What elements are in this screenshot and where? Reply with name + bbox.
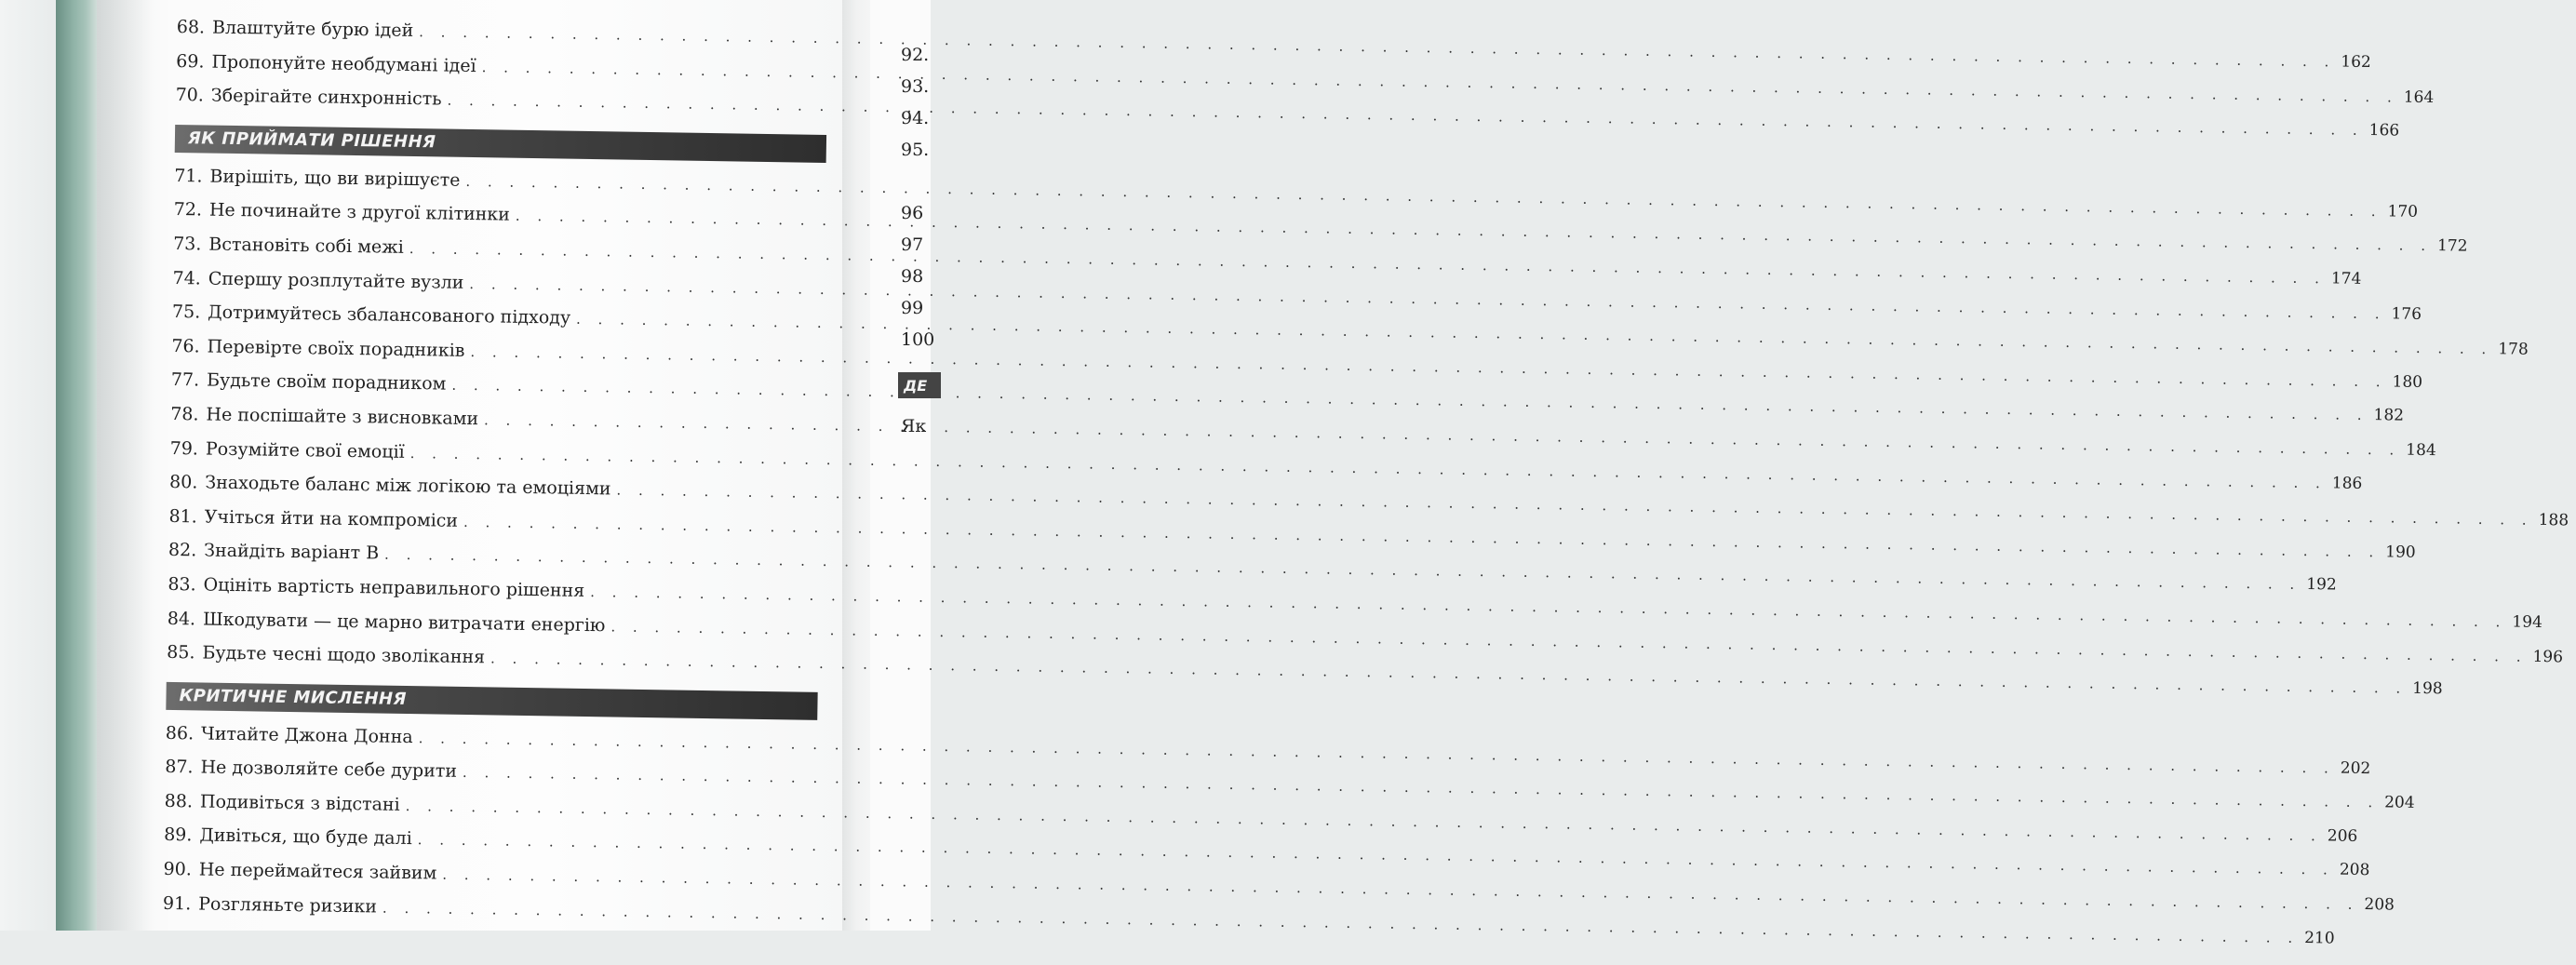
entry-page-number: 202 xyxy=(2340,758,2371,778)
entry-page-number: 164 xyxy=(2403,87,2435,107)
entry-number: 88. xyxy=(164,790,194,812)
entry-title: Розумійте свої емоції xyxy=(205,438,405,462)
entry-number: 72. xyxy=(173,199,203,221)
entry-number: 85. xyxy=(167,642,195,663)
entry-title: Будьте чесні щодо зволікання xyxy=(202,642,486,668)
entry-title: Не поспішайте з висновками xyxy=(206,404,479,430)
facing-page-entry-number: 95. xyxy=(901,140,930,160)
entry-number: 79. xyxy=(169,437,199,459)
entry-title: Шкодувати — це марно витрачати енергію xyxy=(202,609,606,636)
entry-title: Не дозволяйте себе дурити xyxy=(200,757,458,783)
entry-page-number: 208 xyxy=(2364,895,2395,915)
facing-page-entry-number xyxy=(901,171,934,203)
facing-page-entry-number: 98 xyxy=(901,266,924,287)
entry-number: 78. xyxy=(170,403,199,425)
entry-title: Встановіть собі межі xyxy=(208,234,404,258)
entry-number: 87. xyxy=(165,757,194,778)
entry-title: Оцініть вартість неправильного рішення xyxy=(203,574,585,601)
entry-page-number: 182 xyxy=(2373,406,2405,425)
entry-number: 76. xyxy=(171,335,200,357)
entry-page-number: 196 xyxy=(2532,647,2564,666)
entry-page-number: 190 xyxy=(2385,543,2416,562)
facing-page-entry-number: 96 xyxy=(901,203,924,223)
entry-title: Будьте своїм порадником xyxy=(206,369,447,395)
entry-number: 91. xyxy=(162,892,192,915)
entry-page-number: 174 xyxy=(2330,269,2362,288)
entry-page-number: 188 xyxy=(2538,511,2569,530)
facing-page-entry-number: 94. xyxy=(901,108,930,128)
entry-title: Спершу розплутайте вузли xyxy=(208,268,464,293)
entry-number: 70. xyxy=(175,85,205,106)
entry-title: Знайдіть варіант В xyxy=(204,540,380,564)
entry-page-number: 208 xyxy=(2339,861,2370,880)
entry-page-number: 186 xyxy=(2331,473,2363,493)
entry-title: Влаштуйте бурю ідей xyxy=(211,17,414,41)
entry-page-number: 162 xyxy=(2341,52,2371,73)
entry-title: Учіться йти на компроміси xyxy=(204,506,459,531)
facing-page-entry-number: 93. xyxy=(901,76,930,97)
entry-title: Дотримуйтесь збалансованого підходу xyxy=(208,302,571,328)
entry-number: 74. xyxy=(172,267,201,289)
entry-number: 75. xyxy=(171,302,201,323)
facing-page-section-header: ДЕ xyxy=(898,372,941,398)
entry-title: Читайте Джона Донна xyxy=(200,723,413,747)
entry-number: 82. xyxy=(168,540,197,561)
entry-page-number: 180 xyxy=(2392,372,2423,392)
entry-page-number: 170 xyxy=(2387,202,2419,221)
entry-page-number: 206 xyxy=(2327,826,2358,846)
entry-title: Не починайте з другої клітинки xyxy=(208,199,511,226)
entry-title: Розгляньте ризики xyxy=(198,893,378,918)
book-cover-spine xyxy=(56,0,99,931)
entry-title: Не переймайтеся зайвим xyxy=(198,859,437,884)
entry-number: 77. xyxy=(170,369,200,391)
entry-page-number: 172 xyxy=(2436,236,2468,257)
entry-number: 80. xyxy=(168,472,198,493)
entry-number: 69. xyxy=(176,50,205,73)
entry-page-number: 176 xyxy=(2391,303,2422,324)
facing-page-entry-number: 92. xyxy=(901,45,930,65)
section-header: КРИТИЧНЕ МИСЛЕННЯ xyxy=(166,682,817,720)
entry-page-number: 184 xyxy=(2406,440,2436,461)
entry-number: 73. xyxy=(172,233,202,255)
facing-page-entry-number: 100 xyxy=(901,329,935,350)
section-header: ЯК ПРИЙМАТИ РІШЕННЯ xyxy=(175,125,826,163)
entry-page-number: 204 xyxy=(2384,793,2415,813)
entry-title: Вирішіть, що ви вирішуєте xyxy=(209,166,461,191)
entry-title: Зберігайте синхронність xyxy=(210,85,442,110)
facing-page-text: Як xyxy=(901,416,927,436)
entry-number: 86. xyxy=(165,722,195,744)
entry-title: Пропонуйте необдумані ідеї xyxy=(211,51,476,76)
entry-number: 84. xyxy=(167,608,196,629)
entry-page-number: 166 xyxy=(2368,121,2400,141)
entry-title: Перевірте своїх порадників xyxy=(207,336,465,361)
entry-number: 89. xyxy=(164,824,193,846)
facing-page-numbers xyxy=(901,45,934,361)
entry-page-number: 210 xyxy=(2304,928,2335,948)
facing-page-entry-number: 99 xyxy=(901,298,924,318)
entry-page-number: 192 xyxy=(2306,575,2337,595)
entry-number: 81. xyxy=(168,505,197,528)
entry-page-number: 178 xyxy=(2498,340,2529,359)
entry-number: 83. xyxy=(168,573,196,596)
entry-number: 71. xyxy=(174,165,203,187)
entry-number: 68. xyxy=(176,17,206,38)
entry-title: Подивіться з відстані xyxy=(199,791,400,815)
entry-title: Знаходьте баланс між логікою та емоціями xyxy=(205,472,611,500)
entry-title: Дивіться, що буде далі xyxy=(199,824,412,850)
entry-number: 90. xyxy=(163,858,192,880)
entry-page-number: 194 xyxy=(2512,612,2542,632)
entry-page-number: 198 xyxy=(2412,678,2443,699)
facing-page-entry-number: 97 xyxy=(901,235,924,255)
